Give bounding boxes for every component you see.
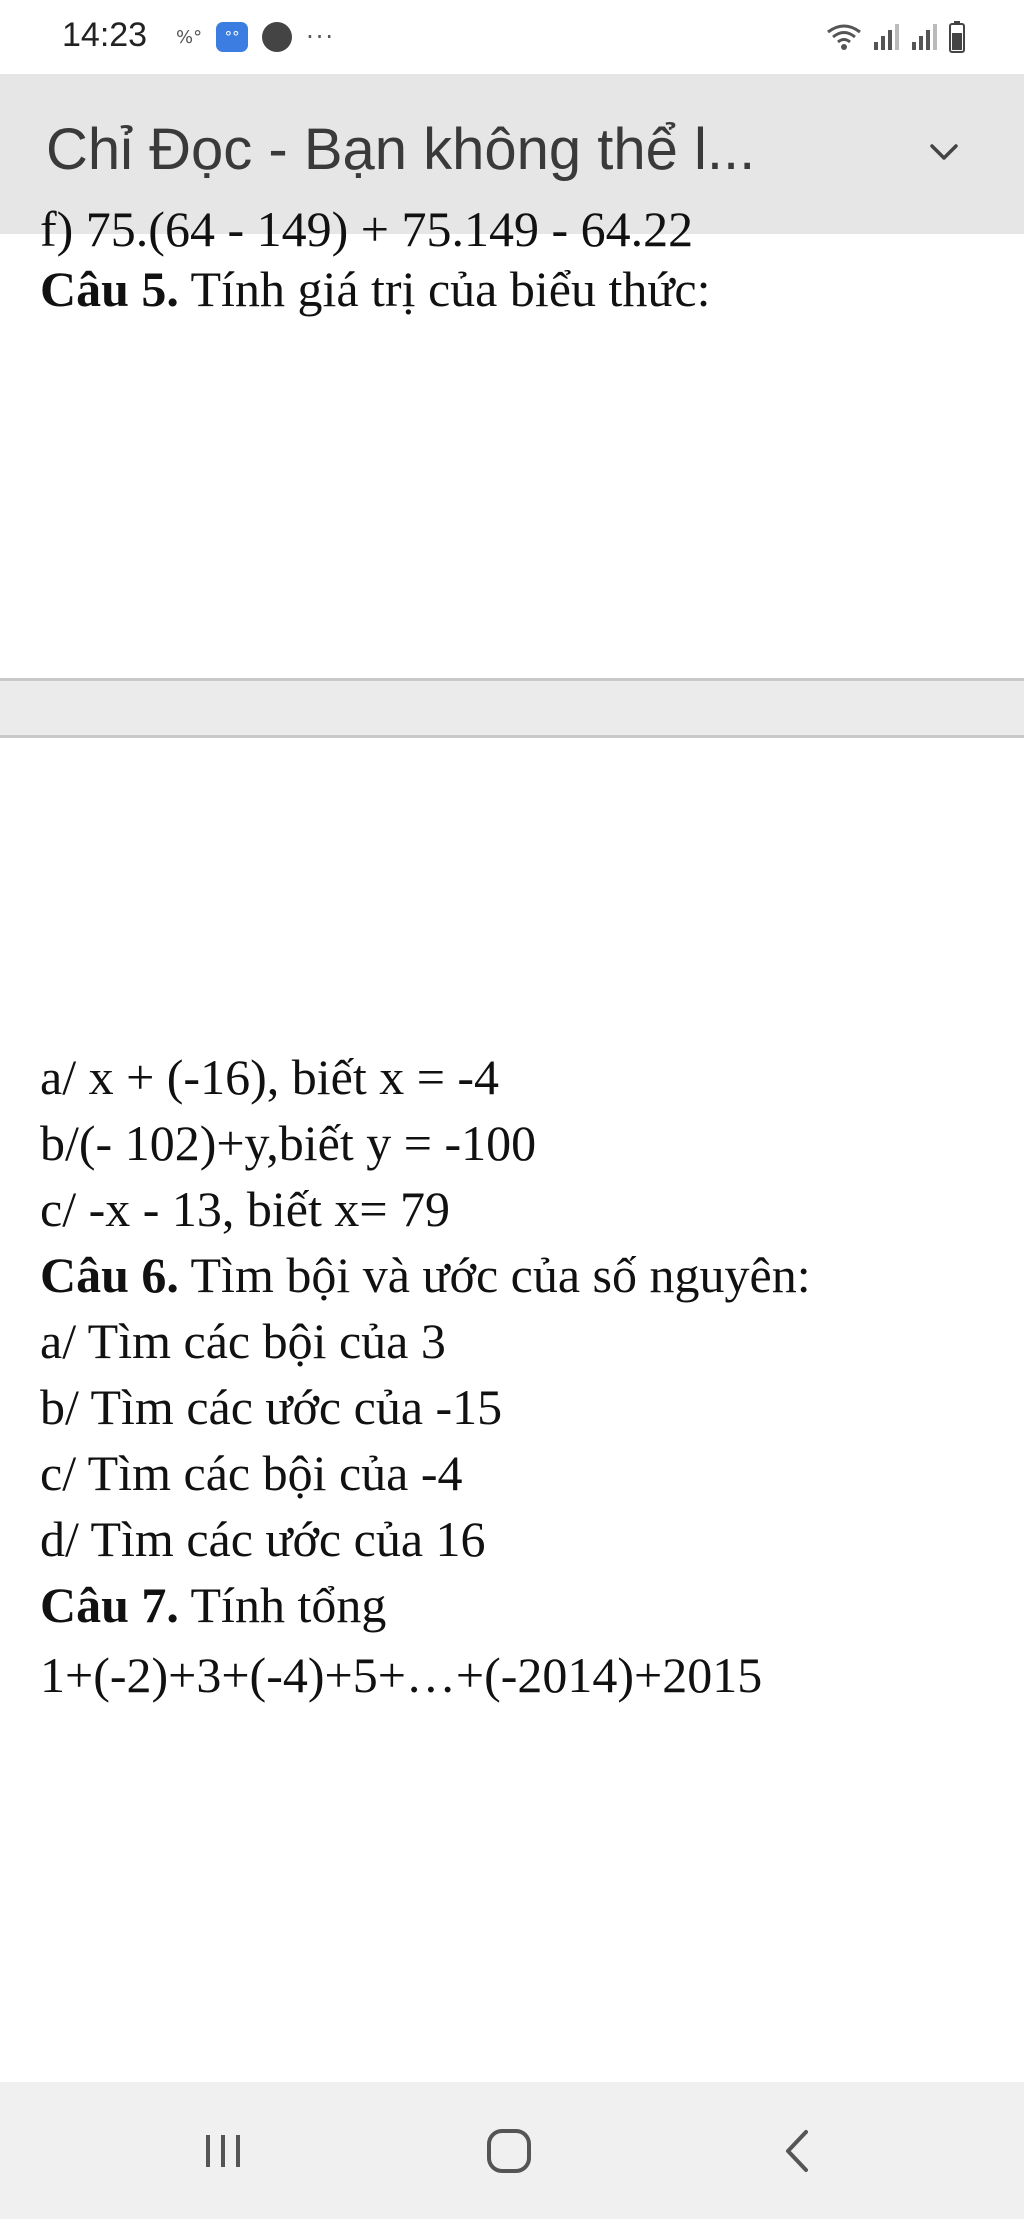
page-separator: [0, 678, 1024, 738]
back-button[interactable]: [738, 2082, 858, 2219]
wifi-icon: [824, 22, 864, 52]
question-6-label: Câu 6.: [40, 1247, 179, 1303]
status-bar: [0, 0, 1024, 74]
status-time: 14:23: [62, 16, 148, 54]
question-6-part-c: c/ Tìm các bội của -4: [40, 1445, 463, 1501]
signal-icon-2: [910, 22, 940, 52]
question-6-heading: [40, 1246, 811, 1304]
question-6-text: Tìm bội và ước của số nguyên:: [178, 1247, 811, 1303]
question-7-text: Tính tổng: [178, 1577, 387, 1633]
battery-icon: [948, 21, 966, 53]
question-6-part-a: a/ Tìm các bội của 3: [40, 1313, 446, 1369]
question-5-part-c: c/ -x - 13, biết x= 79: [40, 1181, 451, 1237]
question-5-label: Câu 5.: [40, 261, 179, 317]
recents-button[interactable]: [163, 2082, 283, 2219]
question-5-part-a: a/ x + (-16), biết x = -4: [40, 1049, 500, 1105]
chevron-down-icon[interactable]: [924, 132, 964, 172]
home-button[interactable]: [449, 2082, 569, 2219]
question-6-part-b: b/ Tìm các ước của -15: [40, 1379, 503, 1435]
home-icon: [484, 2126, 534, 2176]
app-badge-icon: °°: [216, 22, 248, 52]
question-5-text: Tính giá trị của biểu thức:: [178, 261, 711, 317]
signal-icon: [872, 22, 902, 52]
question-7-heading: [40, 1576, 386, 1634]
clipped-line-text: f) 75.(64 - 149) + 75.149 - 64.22: [40, 201, 694, 257]
navigation-bar: [0, 2082, 1024, 2219]
question-7-label: Câu 7.: [40, 1577, 179, 1633]
chrome-icon: [262, 22, 292, 52]
system-icons: [824, 18, 966, 56]
question-5-part-b: b/(- 102)+y,biết y = -100: [40, 1115, 537, 1171]
back-icon: [778, 2126, 818, 2176]
header-title: Chỉ Đọc - Bạn không thể l...: [46, 117, 756, 182]
recents-icon: [200, 2131, 246, 2171]
question-6-part-d: d/ Tìm các ước của 16: [40, 1511, 486, 1567]
clipped-previous-line: [0, 201, 1024, 257]
question-7-expression: 1+(-2)+3+(-4)+5+…+(-2014)+2015: [40, 1647, 763, 1703]
more-notifications-icon: ···: [306, 23, 335, 51]
question-5-heading: [40, 260, 711, 318]
notification-icons: [176, 18, 335, 56]
data-indicator-icon: %°: [176, 26, 203, 48]
